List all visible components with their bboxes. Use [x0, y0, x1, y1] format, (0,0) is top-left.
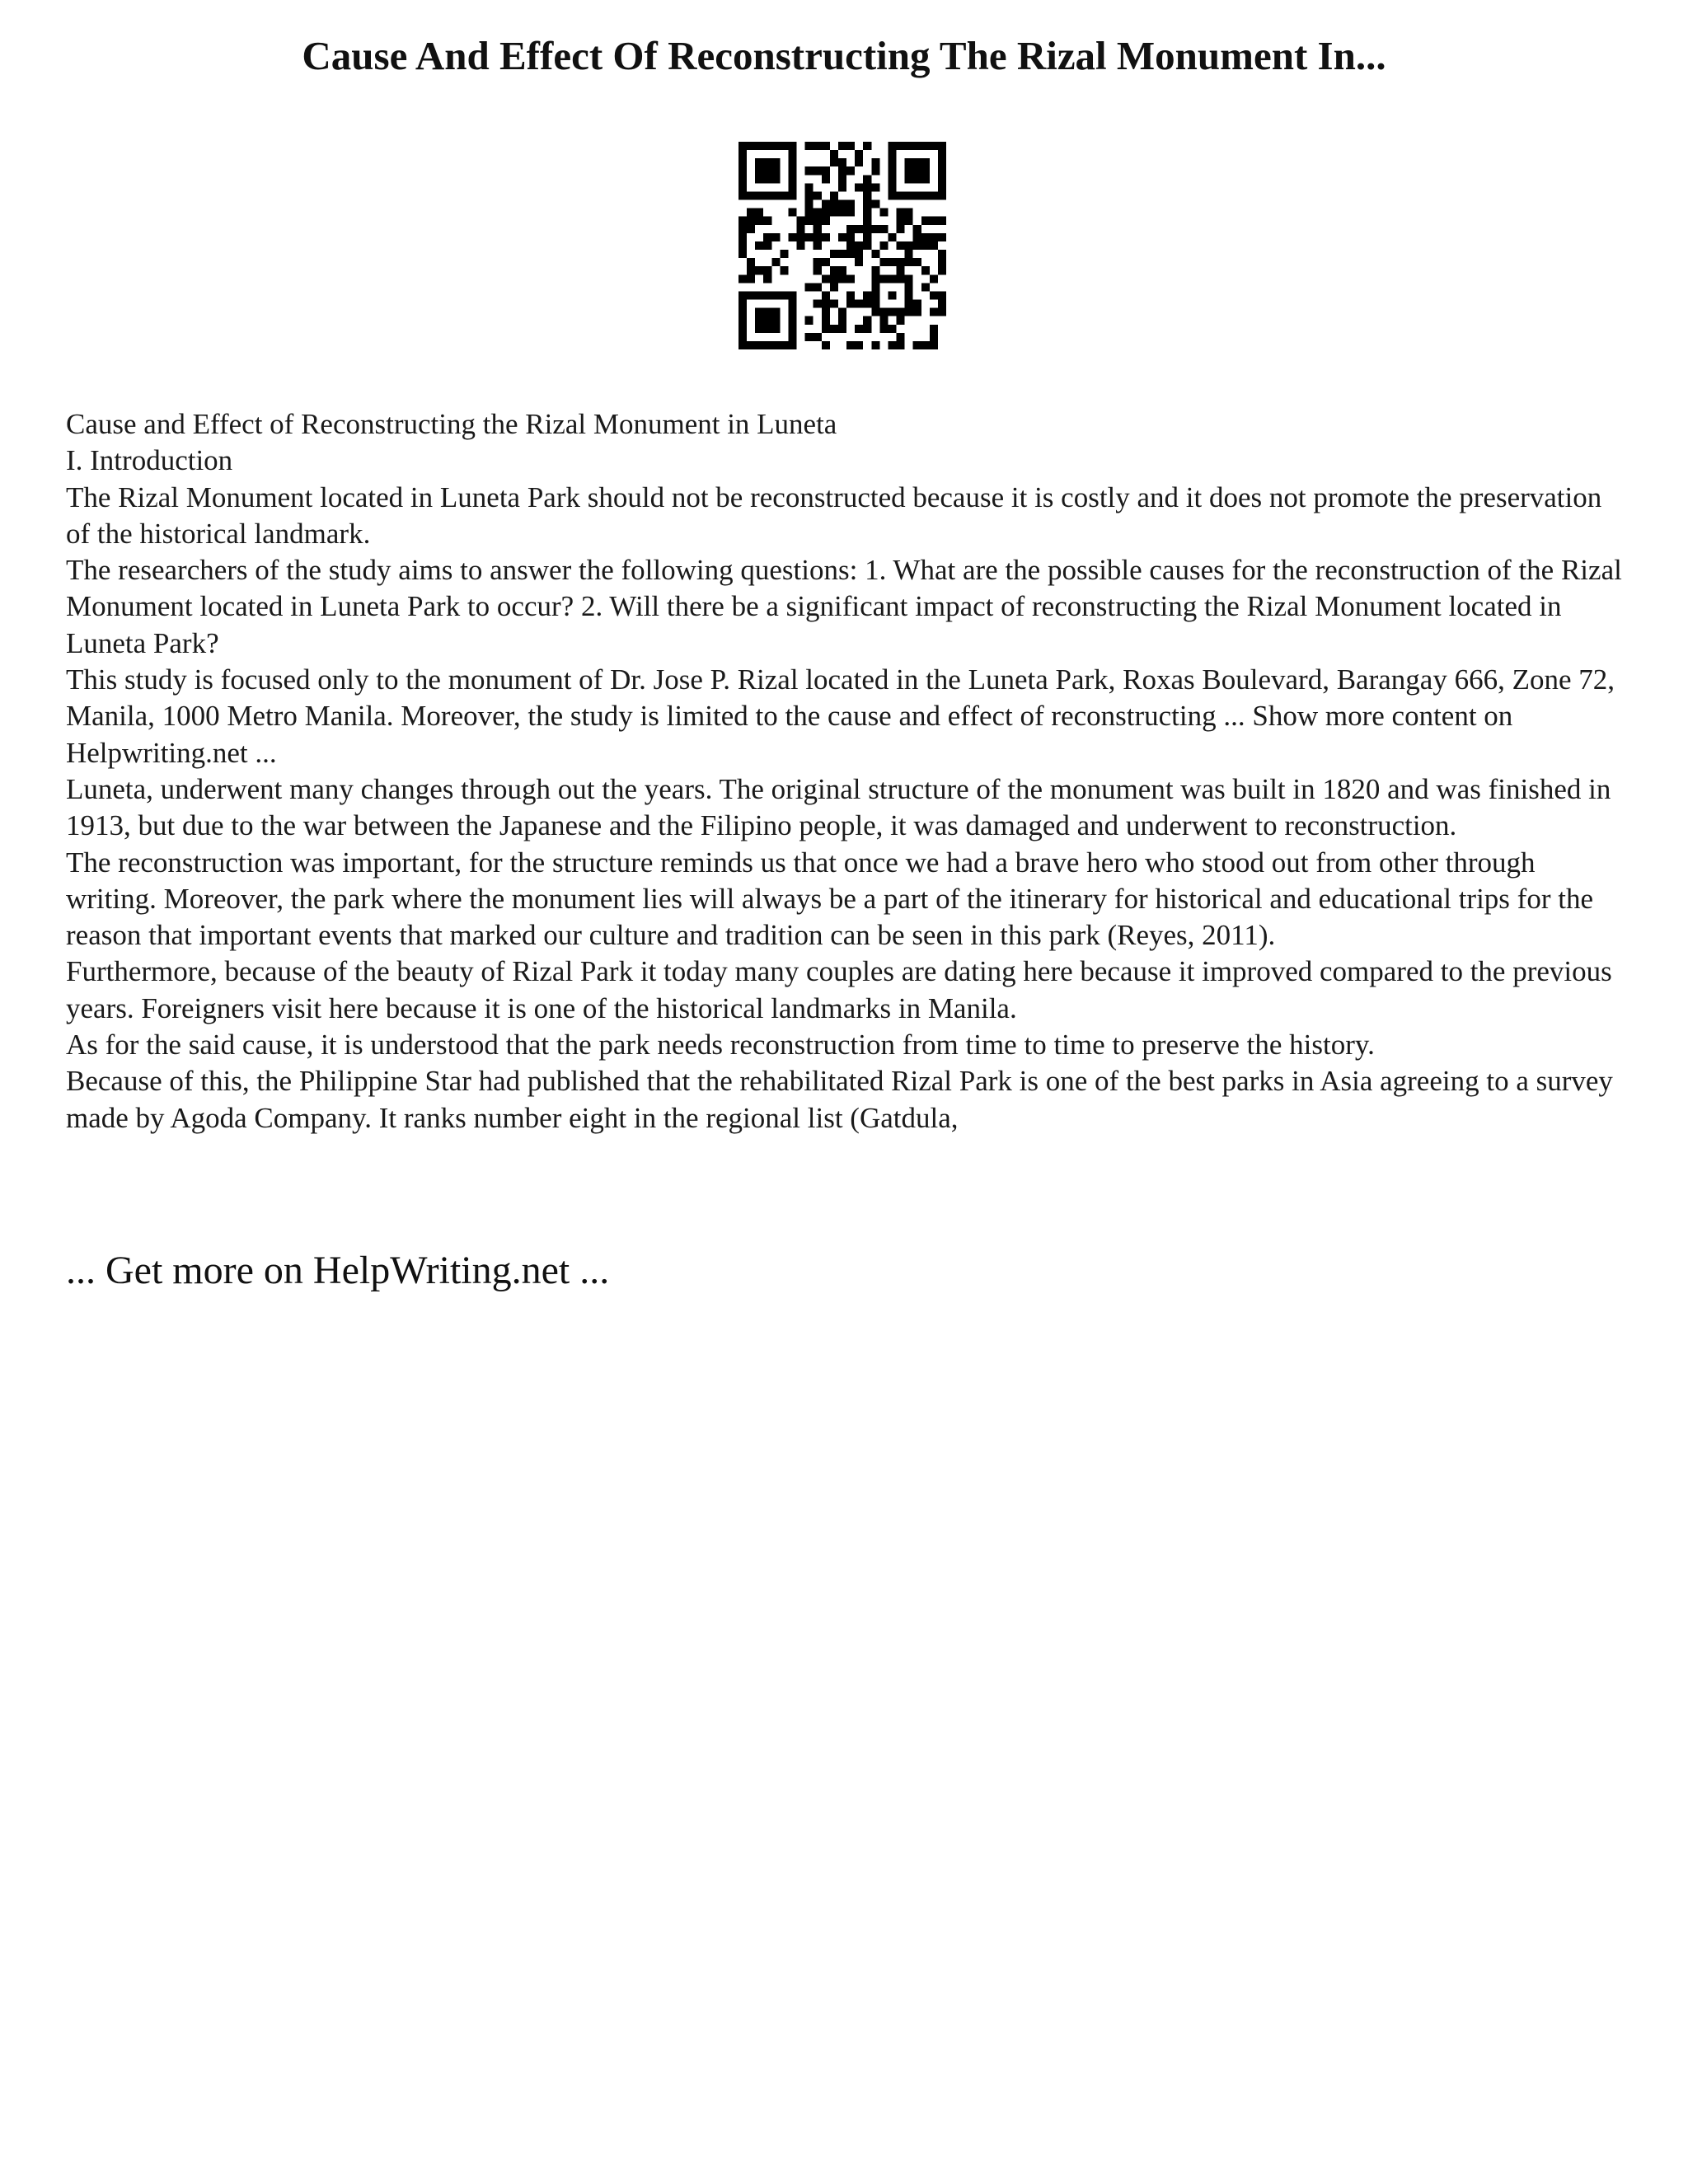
paragraph: Luneta, underwent many changes through out the years. The original structure of the monument was built in 1820 and was finished in 1913, but due to the war between the Japanese and the Filipino people, it was damaged and underwent to reconstruction.: [66, 772, 1611, 842]
section-heading: I. Introduction: [66, 444, 233, 477]
page-title: Cause And Effect Of Reconstructing The Rizal Monument In...: [302, 33, 1386, 78]
paragraph: Because of this, the Philippine Star had published that the rehabilitated Rizal Park is one of the best parks in Asia agreeing to a survey made by Agoda Company. It ranks number eight in the regional list (Gatdula,: [66, 1065, 1613, 1134]
paragraph: As for the said cause, it is understood that the park needs reconstruction from time to time to preserve the history.: [66, 1029, 1375, 1062]
paragraph: The reconstruction was important, for the structure reminds us that once we had a brave hero who stood out from other through writing. Moreover, the park where the monument lies will always be a part of the itinerary for historical and educational trips for the reason that important events that marked our culture and tradition can be seen in this park (Reyes, 2011).: [66, 846, 1594, 952]
qr-code-icon: [738, 142, 946, 349]
get-more-link[interactable]: ... Get more on HelpWriting.net ...: [66, 1249, 610, 1292]
paragraph: The Rizal Monument located in Luneta Park should not be reconstructed because it is costly and it does not promote the preservation of the historical landmark.: [66, 480, 1602, 550]
article-heading: Cause and Effect of Reconstructing the Rizal Monument in Luneta: [66, 408, 837, 440]
article-body: [66, 406, 1632, 1137]
paragraph: Furthermore, because of the beauty of Rizal Park it today many couples are dating here because it improved compared to the previous years. Foreigners visit here because it is one of the historical landmarks in Manila.: [66, 955, 1612, 1024]
paragraph: This study is focused only to the monument of Dr. Jose P. Rizal located in the Luneta Park, Roxas Boulevard, Barangay 666, Zone 72, Manila, 1000 Metro Manila. Moreover, the study is limited to the cause and effect of reconstructing ... Show more content on Helpwriting.net ...: [66, 663, 1615, 769]
paragraph: The researchers of the study aims to answer the following questions: 1. What are the possible causes for the reconstruction of the Rizal Monument located in Luneta Park to occur? 2. Will there be a significant impact of reconstructing the Rizal Monument located in Luneta Park?: [66, 554, 1622, 659]
